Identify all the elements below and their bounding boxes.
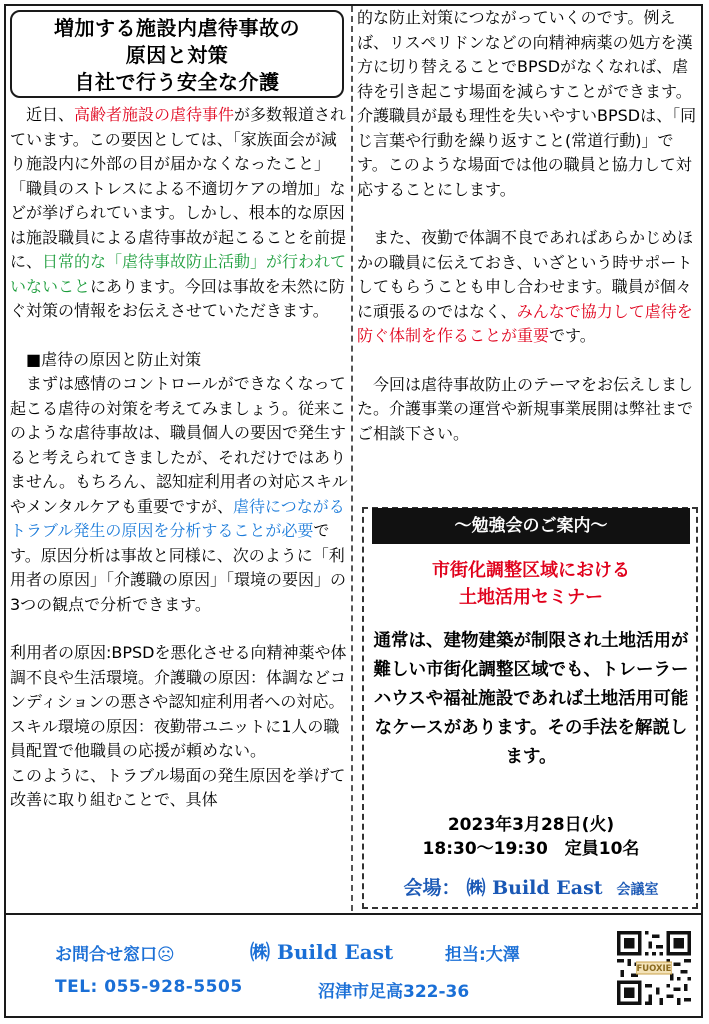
article-title-box	[10, 10, 344, 98]
footer-contact-label: お問合せ窓口☹	[55, 945, 175, 965]
closing-paragraph: 今回は虐待事故防止のテーマをお伝えしました。介護事業の運営や新規事業展開は弊社までご相談下さい。	[357, 374, 694, 443]
seminar-description: 通常は、建物建築が制限され土地活用が難しい市街化調整区域でも、トレーラーハウスや福祉施設であれば土地活用可能なケースがあります。その手法を解説します。	[373, 631, 689, 767]
seminar-time: 18:30～19:30 定員10名	[422, 839, 640, 859]
title-line-2: 原因と対策	[125, 43, 229, 67]
column-divider	[351, 6, 353, 911]
cause-text-b: です。原因分析は事故と同様に、次のように「利用者の原因」「介護職の原因」「環境の要因」の3つの観点で分析できます。	[10, 521, 347, 614]
title-line-3: 自社で行う安全な介護	[74, 70, 280, 94]
title-line-1: 増加する施設内虐待事故の	[54, 16, 300, 40]
cause-highlight-blue: 虐待につながるトラブル発生の原因を分析することが必要	[10, 496, 345, 540]
seminar-schedule	[364, 813, 698, 861]
footer-phone-number[interactable]: TEL: 055-928-5505	[55, 977, 243, 997]
qr-overlay-text: FUOXIE	[636, 962, 672, 973]
intro-text-a: 近日、	[26, 105, 75, 124]
cause-text-a: まずは感情のコントロールができなくなって起こる虐待の対策を考えてみましょう。従来このような虐待事故は、職員個人の要因で発生すると考えられてきましたが、それだけではありません。もちろん、認知症利用者の対応スキルやメンタルケアも重要ですが、	[10, 374, 348, 516]
intro-text-b: が多数報道されています。この要因としては、「家族面会が減り施設内に外部の目が届かなくなったこと」「職員のストレスによる不適切ケアの増加」などが挙げられています。しかし、根本的な原因は施設職員による虐待事故が起こることを前提に、	[10, 105, 347, 271]
night-text-a: また、夜勤で体調不良であればあらかじめほかの職員に伝えておき、いざという時サポートしてもらうことも申し合わせます。職員が個々に頑張るのではなく、	[357, 228, 694, 321]
improvement-paragraph: このように、トラブル場面の発生原因を挙げて改善に取り組むことで、具体	[10, 765, 346, 809]
intro-text-c: にあります。今回は事故を未然に防ぐ対策の情報をお伝えさせていただきます。	[10, 276, 345, 320]
seminar-header: ～勉強会のご案内～	[372, 508, 690, 544]
causes-list-paragraph: 利用者の原因:BPSDを悪化させる向精神薬や体調不良や生活環境。介護職の原因：体調などコンディションの悪さや認知症利用者への対応。スキル環境の原因：夜勤帯ユニットに1人の職員配置で他職員の応援が頼めない。	[10, 643, 347, 760]
seminar-title-line-2: 土地活用セミナー	[459, 587, 603, 608]
seminar-title	[364, 557, 698, 611]
seminar-venue	[364, 873, 698, 900]
seminar-date: 2023年3月28日(火)	[447, 815, 615, 835]
left-column	[10, 103, 348, 813]
footer-person-in-charge: 担当:大澤	[445, 945, 520, 965]
cause-paragraph	[10, 372, 348, 617]
seminar-title-line-1: 市街化調整区域における	[432, 560, 630, 581]
footer-divider	[6, 913, 703, 915]
venue-label: 会場：	[403, 877, 461, 899]
right-column	[357, 6, 701, 446]
footer-address: 沼津市足高322-36	[318, 982, 470, 1002]
night-shift-paragraph	[357, 226, 701, 349]
night-text-b: です。	[549, 326, 596, 345]
footer-company-name: ㈱ Build East	[250, 940, 394, 964]
intro-paragraph	[10, 103, 348, 324]
venue-company: ㈱ Build East	[466, 877, 603, 899]
intro-highlight-green: 日常的な「虐待事故防止活動」が行われていないこと	[10, 252, 347, 296]
prevention-paragraph: 的な防止対策につながっていくのです。例えば、リスペリドンなどの向精神病薬の処方を漢方に切り替えることでBPSDがなくなれば、虐待を引き起こす場面を減らすことができます。介護職員が最も理性を失いやすいBPSDは、「同じ言葉や行動を繰り返すこと(常道行動)」です。このような場面では他の職員と協力して対応することにします。	[357, 8, 697, 199]
intro-highlight-red: 高齢者施設の虐待事件	[74, 105, 235, 124]
night-highlight-red: みんなで協力して虐待を防ぐ体制を作ることが重要	[357, 301, 693, 345]
venue-room: 会議室	[616, 882, 659, 898]
qr-code-icon[interactable]	[617, 931, 691, 1005]
section-heading: ■虐待の原因と防止対策	[26, 349, 202, 369]
